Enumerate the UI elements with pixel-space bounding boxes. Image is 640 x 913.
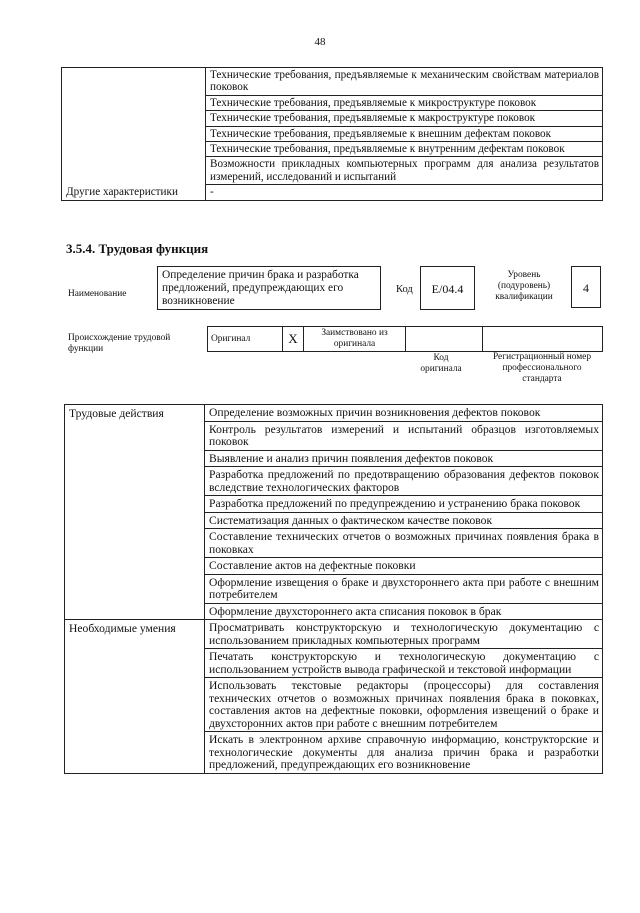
labor-action-item: Систематизация данных о фактическом качестве поковок — [205, 512, 603, 529]
labor-action-item: Составление технических отчетов о возможных причинах появления брака в поковках — [205, 529, 603, 558]
row-label-empty — [62, 68, 206, 96]
row-label-empty — [65, 574, 205, 603]
table-row — [65, 421, 603, 450]
origin-table — [207, 326, 603, 352]
row-label-empty — [62, 111, 206, 126]
row-label-empty — [65, 467, 205, 496]
row-label-empty — [62, 157, 206, 185]
knowledge-item: Технические требования, предъявляемые к механическим свойствам материалов поковок — [206, 68, 603, 96]
knowledge-table-continuation — [61, 67, 603, 201]
table-row — [62, 68, 603, 96]
origin-label: Происхождение трудовой функции — [68, 333, 171, 354]
table-row — [65, 574, 603, 603]
labor-actions-label: Трудовые действия — [65, 405, 205, 422]
skill-item: Использовать текстовые редакторы (процессоры) для составления технических отчетов о возможных причинах появления брака в поковках, составления актов на дефектные поковки, оформления извещений о браке и двухсторонних актов при работе с внешним потребителем — [205, 678, 603, 732]
table-row — [62, 111, 603, 126]
original-label: Оригинал — [208, 327, 283, 352]
skill-item: Просматривать конструкторскую и технологическую документацию с использованием прикладных компьютерных программ — [205, 620, 603, 649]
table-row — [65, 529, 603, 558]
section-title: 3.5.4. Трудовая функция — [66, 241, 209, 256]
table-row — [62, 95, 603, 110]
knowledge-item: Технические требования, предъявляемые к внешним дефектам поковок — [206, 126, 603, 141]
row-label-empty — [65, 603, 205, 620]
page-number: 48 — [314, 36, 326, 48]
labor-action-item: Разработка предложений по предупреждению и устранению брака поковок — [205, 496, 603, 513]
labor-action-item: Выявление и анализ причин появления дефектов поковок — [205, 450, 603, 467]
table-row — [62, 185, 603, 200]
row-label-empty — [65, 732, 205, 774]
row-label-empty — [65, 421, 205, 450]
labor-action-item: Определение возможных причин возникновения дефектов поковок — [205, 405, 603, 422]
function-code-box: E/04.4 — [420, 266, 475, 310]
registration-number-cell — [483, 327, 603, 352]
labor-action-item: Оформление извещения о браке и двухстороннего акта при работе с внешним потребителем — [205, 574, 603, 603]
borrowed-label: Заимствовано из оригинала — [304, 327, 406, 352]
row-label-empty — [62, 126, 206, 141]
other-characteristics-label: Другие характеристики — [62, 185, 206, 200]
table-row — [65, 678, 603, 732]
labor-action-item: Контроль результатов измерений и испытаний образцов изготовляемых поковок — [205, 421, 603, 450]
labor-action-item: Оформление двухстороннего акта списания поковок в брак — [205, 603, 603, 620]
row-label-empty — [65, 529, 205, 558]
skill-item: Печатать конструкторскую и технологическую документацию с использованием устройств вывода графической и текстовой информации — [205, 649, 603, 678]
row-label-empty — [65, 558, 205, 575]
original-code-caption: Код оригинала — [420, 353, 462, 374]
row-label-empty — [65, 496, 205, 513]
skills-label: Необходимые умения — [65, 620, 205, 649]
skill-item: Искать в электронном архиве справочную информацию, конструкторские и технологические документы для анализа причин брака и разработки предложений, предупреждающих его возникновение — [205, 732, 603, 774]
labor-action-item: Составление актов на дефектные поковки — [205, 558, 603, 575]
table-row — [65, 620, 603, 649]
table-row — [62, 142, 603, 157]
table-row — [62, 126, 603, 141]
knowledge-item: Технические требования, предъявляемые к внутренним дефектам поковок — [206, 142, 603, 157]
table-row — [65, 467, 603, 496]
table-row — [65, 512, 603, 529]
table-row — [62, 157, 603, 185]
table-row — [65, 558, 603, 575]
table-row — [65, 649, 603, 678]
row-label-empty — [65, 512, 205, 529]
original-mark: X — [283, 327, 304, 352]
function-name-box: Определение причин брака и разработка предложений, предупреждающих его возникновение — [157, 266, 381, 310]
row-label-empty — [62, 95, 206, 110]
table-row — [65, 603, 603, 620]
knowledge-item: Технические требования, предъявляемые к макроструктуре поковок — [206, 111, 603, 126]
qualification-level-label: Уровень (подуровень) квалификации — [495, 270, 553, 302]
knowledge-item: Возможности прикладных компьютерных программ для анализа результатов измерений, исследований и испытаний — [206, 157, 603, 185]
code-label: Код — [396, 284, 413, 295]
knowledge-item: Технические требования, предъявляемые к микроструктуре поковок — [206, 95, 603, 110]
row-label-empty — [65, 649, 205, 678]
table-row — [65, 405, 603, 422]
labor-function-table — [64, 404, 603, 774]
registration-number-caption: Регистрационный номер профессионального стандарта — [492, 352, 592, 384]
row-label-empty — [62, 142, 206, 157]
table-row — [65, 450, 603, 467]
name-label: Наименование — [68, 289, 127, 299]
labor-action-item: Разработка предложений по предотвращению образования дефектов поковок вследствие технологических факторов — [205, 467, 603, 496]
other-characteristics-value: - — [206, 185, 603, 200]
table-row — [65, 732, 603, 774]
qualification-level-box: 4 — [571, 266, 601, 308]
row-label-empty — [65, 450, 205, 467]
table-row — [65, 496, 603, 513]
original-code-cell — [406, 327, 483, 352]
row-label-empty — [65, 678, 205, 732]
